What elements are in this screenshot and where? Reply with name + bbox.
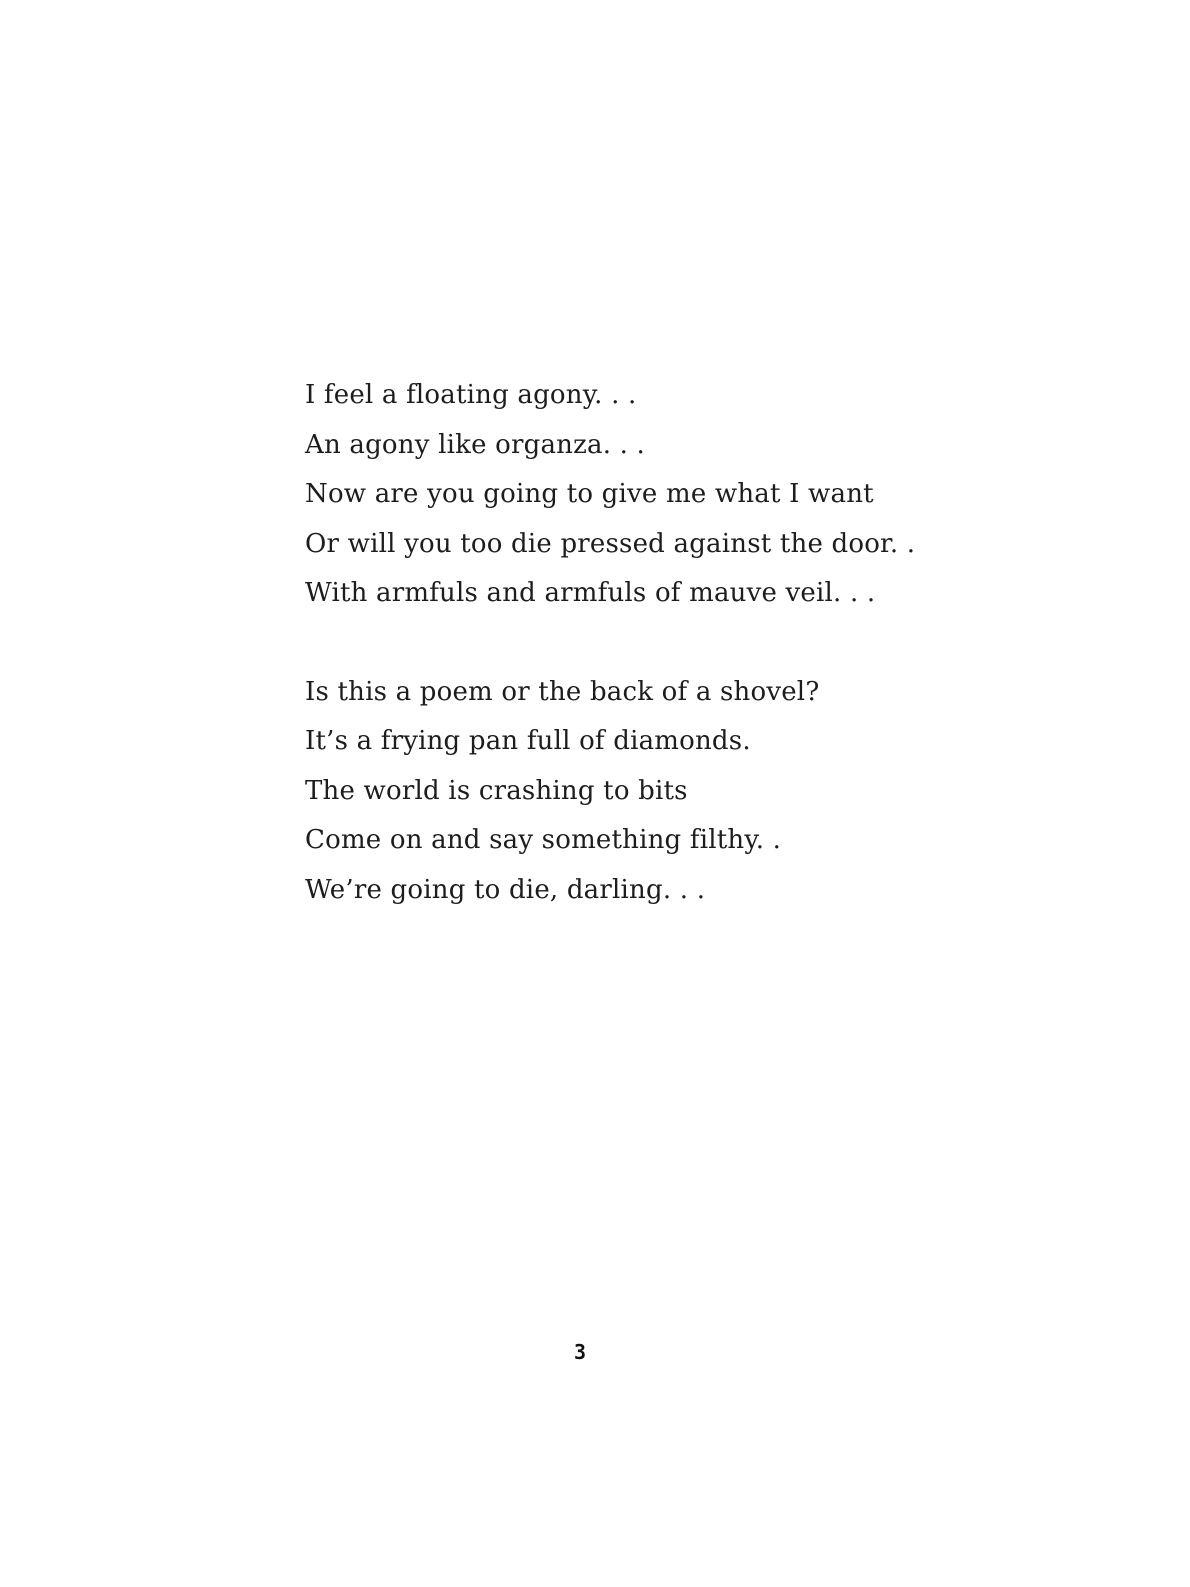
poem-line: I feel a floating agony. . .	[305, 380, 637, 410]
page-number: 3	[573, 1340, 587, 1364]
poem-line: It’s a frying pan full of diamonds.	[305, 726, 751, 756]
poem-line: Now are you going to give me what I want	[305, 479, 874, 509]
poem-line: With armfuls and armfuls of mauve veil. . .	[305, 578, 876, 608]
poem-line: The world is crashing to bits	[305, 775, 688, 806]
poem-line: Is this a poem or the back of a shovel?	[305, 676, 820, 707]
poem-line: Come on and say something filthy. .	[305, 825, 782, 855]
poem-stanza-1	[305, 371, 915, 619]
poem-body	[305, 371, 915, 915]
poem-stanza-2	[305, 668, 915, 916]
poem-line: An agony like organza. . .	[305, 429, 646, 460]
poem-line: We’re going to die, darling. . .	[305, 874, 706, 905]
poem-line: Or will you too die pressed against the door. .	[305, 528, 916, 559]
